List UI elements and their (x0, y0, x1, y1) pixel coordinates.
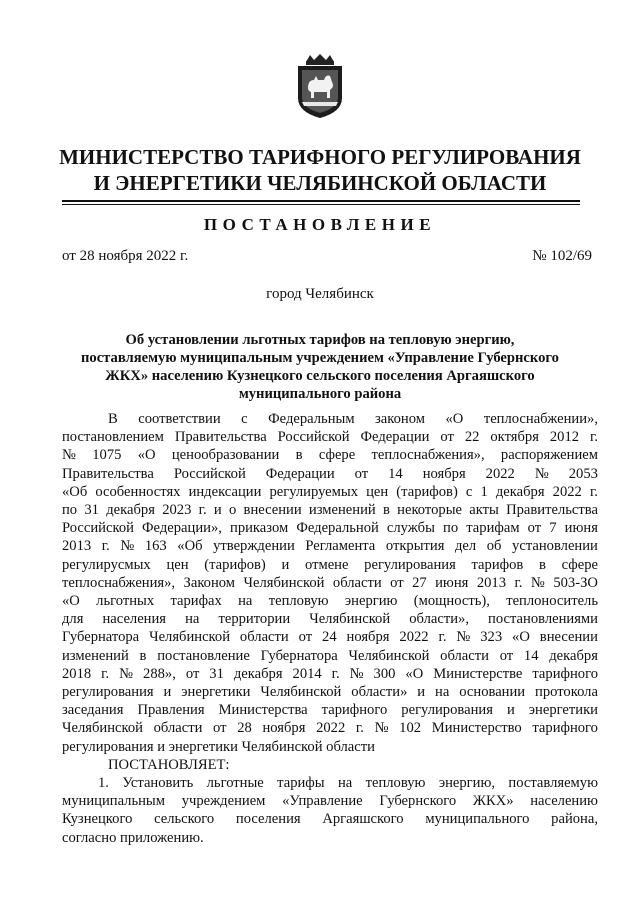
text-line (62, 610, 598, 628)
word: установлении (512, 538, 598, 555)
word: акты (469, 502, 499, 519)
word: теплоснабжении», (483, 411, 598, 427)
text-line (62, 701, 598, 719)
word: Российской (62, 520, 134, 537)
word: ценообразовании (171, 447, 280, 464)
word: о (228, 502, 237, 519)
word: ноября (422, 465, 466, 482)
word: и (417, 684, 426, 701)
word: В (108, 411, 118, 427)
word: и (506, 702, 515, 719)
word: цен (366, 483, 389, 500)
word: Установить (122, 775, 194, 792)
word: Губернского (379, 793, 457, 810)
word: 1075 (92, 447, 122, 464)
word: ноября (262, 720, 306, 737)
word: № (534, 465, 549, 482)
word: области (440, 647, 489, 664)
word: регулирования (62, 684, 154, 701)
word: Челябинской (260, 684, 342, 701)
word: 323 (480, 629, 503, 646)
word: теплоноситель (506, 593, 598, 610)
word: 28 (237, 720, 252, 737)
word: № (119, 665, 134, 682)
word: Федерации (360, 429, 430, 446)
word: Правительства (506, 502, 598, 519)
word: от (298, 629, 313, 646)
word: 31 (84, 502, 99, 519)
word: № (374, 720, 389, 737)
word: с (465, 483, 473, 500)
word: г. (101, 665, 110, 682)
word: постановление (157, 647, 250, 664)
word: 102 (399, 720, 422, 737)
word: 2013 (62, 538, 92, 555)
word: 2012 (549, 429, 580, 446)
word: г. (438, 629, 447, 646)
word: 2022 (485, 465, 515, 482)
document-title (80, 331, 560, 403)
word: ЖКХ» (472, 793, 514, 810)
word: теплоснабжения», (371, 447, 485, 464)
word: 22 (464, 429, 480, 446)
coat-of-arms-icon (292, 52, 348, 120)
word: «Управление (282, 793, 363, 810)
text-line (62, 719, 598, 737)
word: области (332, 574, 382, 591)
word: цен (166, 556, 189, 573)
word: поселения (235, 811, 301, 828)
word: дел (455, 538, 477, 555)
word: № (349, 665, 364, 682)
word: г. (198, 502, 207, 519)
word: от (499, 647, 514, 664)
preamble-last-line: регулирования и энергетики Челябинской области (62, 738, 375, 755)
word: «О (445, 411, 464, 427)
word: г. (101, 538, 110, 555)
word: Российской (277, 429, 350, 446)
word: тарифов (471, 556, 524, 573)
word: энергию, (438, 775, 496, 792)
word: основании (459, 684, 526, 701)
word: на (238, 593, 253, 610)
word: «О (405, 665, 424, 682)
text-line (62, 774, 598, 792)
word: 1. (98, 775, 109, 792)
word: об (486, 538, 502, 555)
word: 503-ЗО (553, 574, 598, 591)
word: (тарифов) (204, 556, 266, 573)
word: декабря (495, 483, 545, 500)
word: «Об (62, 483, 88, 500)
word: распоряжением (500, 447, 598, 464)
word: от (213, 720, 227, 737)
text-line (62, 410, 598, 428)
word: от (185, 665, 200, 682)
word: 2014 (292, 665, 322, 682)
word: на (185, 611, 200, 628)
word: на (435, 684, 450, 701)
word: с (241, 411, 248, 427)
word: 2053 (568, 465, 598, 482)
word: утверждении (213, 538, 295, 555)
word: 163 (144, 538, 167, 555)
text-line (62, 647, 598, 665)
word: регулирования (364, 556, 456, 573)
text-line (62, 665, 598, 683)
word: 2013 (476, 574, 507, 591)
word: Челябинской (348, 647, 430, 664)
text-line (62, 446, 598, 464)
document-city: город Челябинск (266, 286, 374, 302)
text-line (62, 556, 598, 574)
word: 27 (412, 574, 427, 591)
word: регулируемых (269, 483, 358, 500)
word: 24 (322, 629, 337, 646)
word: «Об (177, 538, 203, 555)
text-line (62, 792, 598, 810)
word: внесении (539, 629, 598, 646)
word: от (354, 465, 369, 482)
word: открытия (385, 538, 445, 555)
title-line: Об установлении льготных тарифов на тепловую энергию, (125, 332, 515, 348)
word: тепловую (268, 593, 329, 610)
word: Федеральной (296, 520, 379, 537)
word: сфере (318, 447, 356, 464)
text-line (62, 501, 598, 519)
word: 2022 (316, 720, 346, 737)
word: 14 (523, 647, 539, 664)
word: Законом (183, 574, 236, 591)
word: теплоснабжения», (62, 574, 176, 591)
text-line (62, 519, 598, 537)
word: протокола (535, 684, 598, 701)
word: учреждением (181, 793, 266, 810)
word: изменений (308, 502, 376, 519)
preamble-paragraph (62, 410, 598, 738)
word: регулирования (401, 702, 493, 719)
word: особенностях (95, 483, 181, 500)
word: № (530, 574, 545, 591)
title-line: поставляемую муниципальным учреждением «Управление Губернского (81, 350, 559, 366)
text-line (62, 465, 598, 483)
word: льготные (206, 775, 264, 792)
word: июня (564, 520, 598, 537)
word: «О (512, 629, 530, 646)
word: 2022 (552, 483, 582, 500)
word: Челябинской (309, 611, 391, 628)
word: заседания (62, 702, 124, 719)
word: от (527, 520, 542, 537)
word: Министерства (218, 702, 308, 719)
word: «О (62, 593, 80, 610)
word: Федеральным (268, 411, 355, 427)
word: Правительства (174, 429, 267, 446)
word: «О (137, 447, 156, 464)
title-line: муниципального района (238, 386, 402, 402)
word: г. (589, 483, 598, 500)
text-line (62, 428, 598, 446)
word: г. (514, 574, 523, 591)
word: поставляемую (508, 775, 598, 792)
word: от (390, 574, 404, 591)
word: 300 (373, 665, 396, 682)
word: тарифного (321, 702, 388, 719)
word: службы (386, 520, 435, 537)
word: июня (435, 574, 469, 591)
word: области», (409, 611, 469, 628)
word: индексации (188, 483, 262, 500)
word: 14 (388, 465, 403, 482)
text-line (62, 592, 598, 610)
word: № (120, 538, 135, 555)
word: Министерстве (433, 665, 523, 682)
word: декабря (233, 665, 283, 682)
org-line-1: МИНИСТЕРСТВО ТАРИФНОГО РЕГУЛИРОВАНИЯ (59, 145, 581, 169)
word: населению (530, 793, 598, 810)
word: декабря (106, 502, 155, 519)
word: № (456, 629, 471, 646)
word: 288», (143, 665, 176, 682)
word: Федерации», (142, 520, 222, 537)
word: Челябинской (243, 574, 325, 591)
word: постановлениями (488, 611, 598, 628)
word: Российской (173, 465, 246, 482)
word: 31 (209, 665, 224, 682)
word: октября (490, 429, 539, 446)
document-type: ПОСТАНОВЛЕНИЕ (203, 215, 437, 234)
document-date: от 28 ноября 2022 г. (62, 248, 189, 264)
word: отмене (304, 556, 349, 573)
word: тарифы (277, 775, 325, 792)
word: муниципальным (62, 793, 165, 810)
word: 2018 (62, 665, 92, 682)
word: по (62, 502, 78, 519)
word: Губернатора (260, 647, 338, 664)
word: г. (355, 720, 364, 737)
word: некоторые (397, 502, 462, 519)
word: тарифах (170, 593, 222, 610)
word: тарифного (532, 665, 598, 682)
text-line (62, 537, 598, 555)
word: тарифного (532, 720, 598, 737)
word: области (153, 720, 203, 737)
word: по (443, 520, 459, 537)
word: 7 (549, 520, 557, 537)
word: от (440, 429, 454, 446)
word: изменений (62, 647, 129, 664)
resolve-line: ПОСТАНОВЛЯЕТ: (108, 756, 230, 773)
word: тарифам (466, 520, 520, 537)
word: декабря (549, 647, 598, 664)
word: в (295, 447, 303, 464)
word: территории (218, 611, 291, 628)
text-line (62, 628, 598, 646)
word: энергию (344, 593, 398, 610)
word: 1 (480, 483, 488, 500)
word: Губернатора (62, 629, 140, 646)
word: сфере (561, 556, 598, 573)
word: г. (590, 429, 598, 446)
word: Аргаяшского (322, 811, 404, 828)
word: Министерство (431, 720, 522, 737)
word: (тарифов) (396, 483, 458, 500)
word: и (163, 684, 172, 701)
word: льготных (96, 593, 155, 610)
word: области (239, 629, 289, 646)
word: № (62, 447, 76, 464)
organization-name (40, 144, 600, 196)
word: внесении (243, 502, 302, 519)
org-line-2: И ЭНЕРГЕТИКИ ЧЕЛЯБИНСКОЙ ОБЛАСТИ (93, 171, 547, 195)
text-line (62, 483, 598, 501)
word: 2022 (399, 629, 429, 646)
word: тепловую (365, 775, 426, 792)
word: населения (102, 611, 167, 628)
word: и (213, 502, 222, 519)
word: регулирусмых (62, 556, 151, 573)
word: в (383, 502, 390, 519)
word: области» (351, 684, 408, 701)
word: соответствии (138, 411, 221, 427)
word: законом (375, 411, 425, 427)
word: в (139, 647, 147, 664)
word: энергетики (528, 702, 598, 719)
word: Челябинской (62, 720, 143, 737)
word: района, (551, 811, 598, 828)
word: Правления (137, 702, 205, 719)
word: Федерации (265, 465, 335, 482)
item-1-last-line: согласно приложению. (62, 829, 204, 846)
word: энергетики (181, 684, 251, 701)
text-line (62, 810, 598, 828)
header-rule-thin (62, 204, 580, 205)
title-line: ЖКХ» населению Кузнецкого сельского поселения Аргаяшского (105, 368, 535, 384)
word: в (539, 556, 546, 573)
word: для (62, 611, 84, 628)
text-line (62, 683, 598, 701)
text-line (62, 574, 598, 592)
document-number: № 102/69 (532, 248, 592, 264)
item-1-paragraph (62, 774, 598, 829)
word: Челябинской (149, 629, 231, 646)
word: 2023 (162, 502, 192, 519)
word: на (337, 775, 353, 792)
word: муниципального (425, 811, 530, 828)
document-body (62, 410, 598, 847)
word: Кузнецкого (62, 811, 133, 828)
word: постановлением (62, 429, 164, 446)
word: (мощность), (413, 593, 490, 610)
word: Регламента (305, 538, 376, 555)
word: г. (331, 665, 340, 682)
word: Правительства (62, 465, 154, 482)
word: сельского (154, 811, 215, 828)
word: и (281, 556, 290, 573)
word: приказом (230, 520, 289, 537)
header-rule-thick (62, 200, 580, 202)
word: ноября (346, 629, 390, 646)
